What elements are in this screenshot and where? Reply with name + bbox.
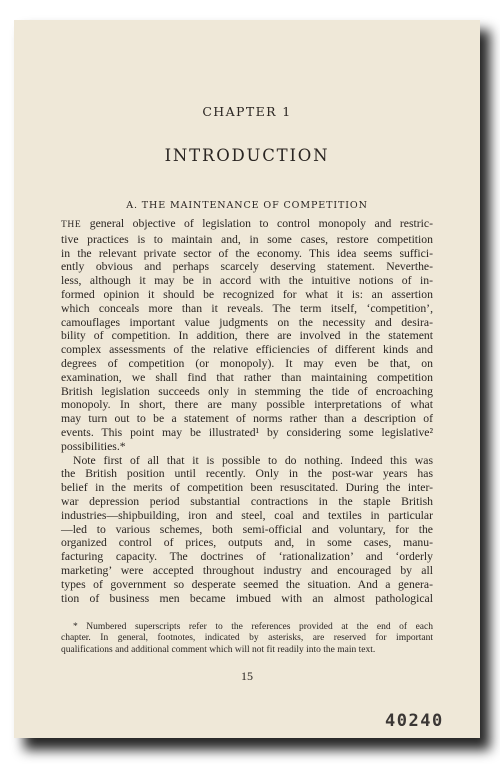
paragraph-2-line: facturing capacity. The doctrines of ‘rationalization’ and ‘orderly [61,550,433,564]
paragraph-1-line: may turn out to be a statement of norms rather than a description of [61,412,433,426]
body-text [61,217,433,605]
paragraph-1-line-1: THE general objective of legislation to control monopoly and restric- [61,217,433,230]
paragraph-2-line: types of government so desperate seemed the situation. And a genera- [61,577,433,591]
paragraph-2-line: belief in the merits of competition been resuscitated. During the inter- [61,481,433,495]
page-number: 15 [241,669,253,683]
paragraph-1-line: formed opinion it should be recognized for what it is: an assertion [61,287,433,301]
paragraph-1-line: less, although it may be in accord with the intuitive notions of in- [61,274,433,288]
paragraph-1-line: British legislation succeeds only in stemming the tide of encroaching [61,384,433,398]
paragraph-1-line: events. This point may be illustrated¹ by considering some legislative² [61,425,433,439]
paragraph-1-line: possibilities.* [61,439,126,453]
paragraph-1-line: which conceals more than it reveals. The term itself, ‘competition’, [61,301,433,315]
paragraph-1-lead: THE [61,220,82,230]
chapter-title: INTRODUCTION [164,146,330,165]
paragraph-2-line: organized control of prices, outputs and, in some cases, manu- [61,536,433,550]
paragraph-1-line: degrees of competition (or monopoly). It may even be that, on [61,356,433,370]
paragraph-1-line: tive practices is to maintain and, in some cases, restore competition [61,232,433,246]
stamp-number: 40240 [385,711,444,731]
footnote [61,622,433,656]
footnote-line: * Numbered superscripts refer to the references provided at the end of each [73,622,433,632]
paragraph-2-line: tion of business men became imbued with an almost pathological [61,591,433,605]
paragraph-1-line: ently obvious and perhaps scarcely deserving statement. Neverthe- [61,260,433,274]
paragraph-2-line: marketing’ were accepted throughout industry and encouraged by all [61,563,433,577]
paragraph-1-line: in the relevant private sector of the economy. This idea seems suffici- [61,246,433,260]
section-heading: A. THE MAINTENANCE OF COMPETITION [126,200,368,211]
paragraph-2-line: Note first of all that it is possible to do nothing. Indeed this was [73,453,433,467]
book-page [14,20,480,738]
paragraph-1-line: bility of competition. In addition, there are involved in the statement [61,329,433,343]
paragraph-2-line: the British position until recently. Only in the post-war years has [61,467,433,481]
paragraph-2-line: industries—shipbuilding, iron and steel, coal and textiles in particular [61,508,433,522]
paragraph-2-line: —led to various schemes, both semi-official and voluntary, for the [61,522,433,536]
paragraph-1-line: complex assessments of the relative efficiencies of different kinds and [61,343,433,357]
chapter-label: CHAPTER 1 [202,104,292,119]
paragraph-1-line: monopoly. In short, there are many possible interpretations of what [61,398,433,412]
paragraph-1-line: examination, we shall find that rather than maintaining competition [61,370,433,384]
footnote-line: qualifications and additional comment which will not fit readily into the main text. [61,644,376,655]
paragraph-1-line: camouflages important value judgments on the necessity and desira- [61,315,433,329]
paragraph-2-line: war depression period substantial contractions in the staple British [61,494,433,508]
footnote-line: chapter. In general, footnotes, indicated by asterisks, are reserved for important [61,633,433,644]
